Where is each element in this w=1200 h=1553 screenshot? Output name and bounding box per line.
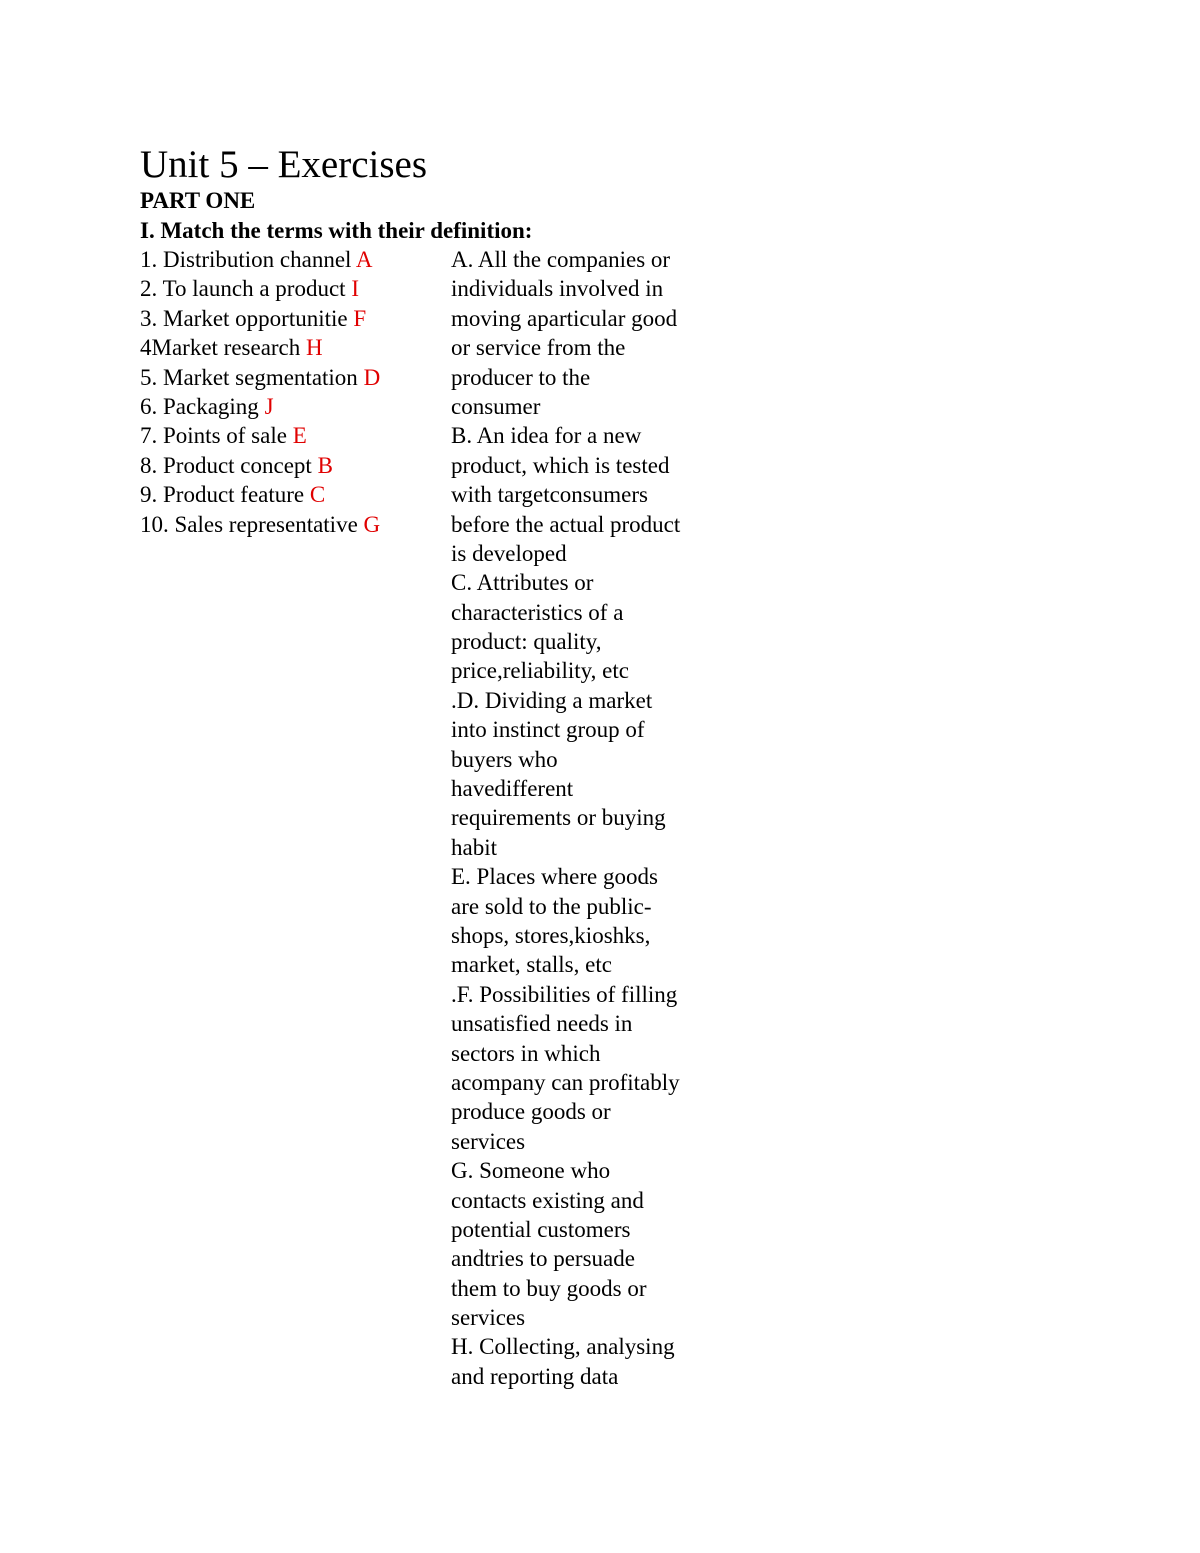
term-text: 4Market research: [140, 335, 301, 361]
definition-line: product: quality,: [451, 629, 602, 655]
definition-line: B. An idea for a new: [451, 423, 642, 449]
definition-line: and reporting data: [451, 1363, 619, 1389]
term-answer: C: [309, 482, 326, 508]
definition-line: characteristics of a: [451, 599, 624, 625]
exercise-instruction: I. Match the terms with their definition:: [140, 218, 533, 243]
term-text: 10. Sales representative: [140, 511, 358, 537]
definition-line: H. Collecting, analysing: [451, 1334, 675, 1360]
term-text: 7. Points of sale: [140, 423, 287, 449]
definition-line: consumer: [451, 393, 541, 419]
definition-line: them to buy goods or: [451, 1275, 647, 1301]
definition-line: moving aparticular good: [451, 305, 678, 331]
definition-line: E. Places where goods: [451, 864, 658, 890]
part-heading: PART ONE: [140, 188, 256, 213]
definition-line: services: [451, 1128, 526, 1154]
term-text: 8. Product concept: [140, 452, 312, 478]
definition-line: shops, stores,kioshks,: [451, 922, 651, 948]
term-text: 9. Product feature: [140, 482, 305, 508]
definition-line: buyers who: [451, 746, 558, 772]
definition-line: A. All the companies or: [451, 247, 671, 272]
definition-line: services: [451, 1305, 526, 1331]
definition-line: andtries to persuade: [451, 1246, 635, 1272]
term-item: [140, 392, 380, 421]
definition-line: with targetconsumers: [451, 482, 648, 508]
term-answer: G: [363, 511, 381, 537]
term-item: [140, 480, 380, 509]
term-item: [140, 363, 380, 392]
term-text: 6. Packaging: [140, 393, 259, 419]
definition-line: acompany can profitably: [451, 1069, 680, 1095]
term-answer: H: [306, 335, 323, 361]
term-item: [140, 245, 380, 274]
definition-line: requirements or buying: [451, 805, 666, 831]
definition-line: C. Attributes or: [451, 570, 594, 596]
definition-line: before the actual product: [451, 511, 681, 537]
term-answer: A: [355, 247, 373, 272]
definition-line: contacts existing and: [451, 1187, 644, 1213]
definition-line: or service from the: [451, 335, 626, 361]
definitions-list: [451, 245, 680, 1391]
term-text: 1. Distribution channel: [140, 247, 352, 272]
definition-line: product, which is tested: [451, 452, 670, 478]
term-answer: E: [292, 423, 307, 449]
term-answer: I: [351, 276, 359, 302]
definition-line: sectors in which: [451, 1040, 601, 1066]
definition-line: individuals involved in: [451, 276, 664, 302]
definition-line: habit: [451, 834, 497, 860]
term-answer: B: [317, 452, 333, 478]
term-item: [140, 421, 380, 450]
term-answer: D: [363, 364, 381, 390]
term-item: [140, 510, 380, 539]
definition-line: market, stalls, etc: [451, 952, 612, 978]
page-title: Unit 5 – Exercises: [140, 143, 428, 186]
term-answer: J: [264, 393, 274, 419]
definition-line: potential customers: [451, 1216, 631, 1242]
definition-line: are sold to the public-: [451, 893, 652, 919]
definition-line: is developed: [451, 540, 567, 566]
definition-line: producer to the: [451, 364, 591, 390]
term-text: 3. Market opportunitie: [140, 305, 348, 331]
term-item: [140, 333, 380, 362]
term-item: [140, 451, 380, 480]
definition-line: G. Someone who: [451, 1158, 611, 1184]
term-answer: F: [353, 305, 367, 331]
definition-line: price,reliability, etc: [451, 658, 629, 684]
term-text: 5. Market segmentation: [140, 364, 358, 390]
term-item: [140, 274, 380, 303]
definition-line: produce goods or: [451, 1099, 611, 1125]
term-item: [140, 304, 380, 333]
definition-line: into instinct group of: [451, 717, 645, 743]
term-text: 2. To launch a product: [140, 276, 346, 302]
definition-line: unsatisfied needs in: [451, 1011, 633, 1037]
definition-line: .F. Possibilities of filling: [451, 981, 678, 1007]
definition-line: .D. Dividing a market: [451, 687, 653, 713]
definition-line: havedifferent: [451, 776, 574, 802]
terms-list: [140, 245, 380, 539]
